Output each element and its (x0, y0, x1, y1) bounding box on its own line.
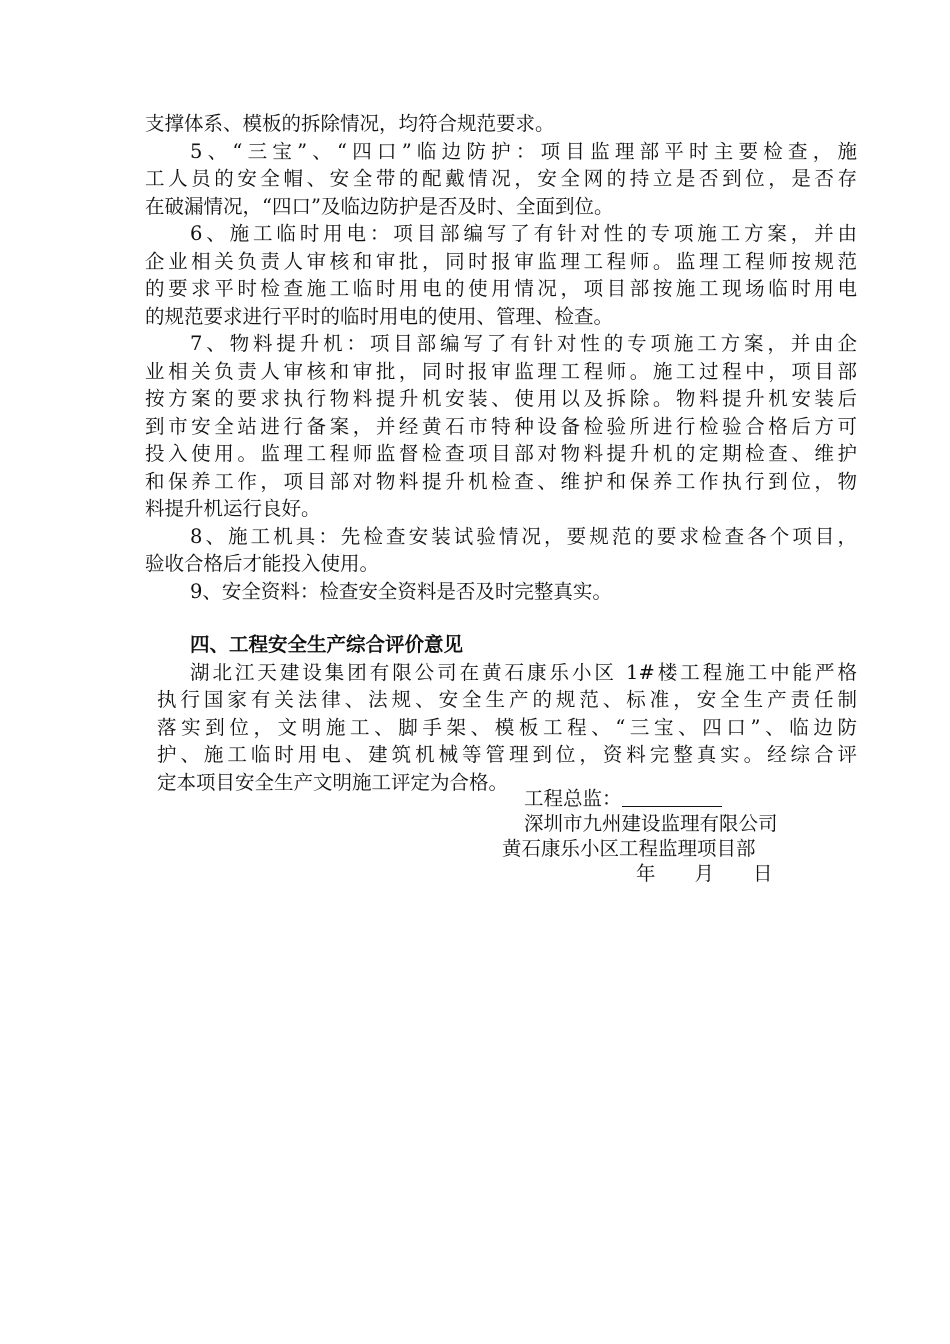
chief-supervisor-label: 工程总监： (524, 787, 622, 810)
date-line: 年 月 日 (636, 862, 773, 885)
chief-supervisor-line (524, 785, 722, 813)
body-line-1: 支撑体系、模板的拆除情况，均符合规范要求。 (145, 112, 555, 135)
body-line-3: 工人员的安全帽、安全带的配戴情况，安全网的持立是否到位，是否存 (145, 167, 857, 190)
body-line-14: 和保养工作，项目部对物料提升机检查、维护和保养工作执行到位，物 (145, 469, 857, 493)
body-line-10: 业相关负责人审核和审批，同时报审监理工程师。施工过程中，项目部 (145, 359, 857, 383)
body-line-9: 7、物料提升机：项目部编写了有针对性的专项施工方案，并由企 (190, 332, 857, 355)
section-line-1: 湖北江天建设集团有限公司在黄石康乐小区 1#楼工程施工中能严格 (190, 660, 857, 684)
body-line-13: 投入使用。监理工程师监督检查项目部对物料提升机的定期检查、维护 (145, 442, 857, 465)
body-line-7: 的要求平时检查施工临时用电的使用情况，项目部按施工现场临时用电 (145, 277, 857, 300)
body-line-12: 到市安全站进行备案，并经黄石市特种设备检验所进行检验合格后方可 (145, 414, 857, 438)
body-line-16: 8、施工机具：先检查安装试验情况，要规范的要求检查各个项目， (190, 524, 857, 548)
body-line-17: 验收合格后才能投入使用。 (145, 552, 380, 575)
body-line-4: 在破漏情况，“四口”及临边防护是否及时、全面到位。 (145, 194, 614, 218)
body-line-5: 6、施工临时用电：项目部编写了有针对性的专项施工方案，并由 (190, 222, 857, 245)
body-line-18: 9、安全资料：检查安全资料是否及时完整真实。 (190, 579, 612, 603)
body-line-6: 企业相关负责人审核和审批，同时报审监理工程师。监理工程师按规范 (145, 249, 857, 273)
department-name: 黄石康乐小区工程监理项目部 (502, 837, 756, 860)
body-line-2: 5、“三宝”、“四口”临边防护：项目监理部平时主要检查，施 (190, 139, 857, 163)
section-line-4: 护、施工临时用电、建筑机械等管理到位，资料完整真实。经综合评 (157, 743, 857, 766)
section-line-3: 落实到位，文明施工、脚手架、模板工程、“三宝、四口”、临边防 (157, 715, 857, 739)
section-line-5: 定本项目安全生产文明施工评定为合格。 (157, 770, 509, 794)
body-line-8: 的规范要求进行平时的临时用电的使用、管理、检查。 (145, 304, 614, 328)
signature-blank (622, 786, 722, 807)
document-page (145, 110, 857, 796)
body-line-11: 按方案的要求执行物料提升机安装、使用以及拆除。物料提升机安装后 (145, 387, 857, 410)
section-line-2: 执行国家有关法律、法规、安全生产的规范、标准，安全生产责任制 (157, 688, 857, 711)
section-heading: 四、工程安全生产综合评价意见 (190, 633, 464, 656)
company-name: 深圳市九州建设监理有限公司 (524, 812, 778, 835)
body-line-15: 料提升机运行良好。 (145, 497, 321, 520)
